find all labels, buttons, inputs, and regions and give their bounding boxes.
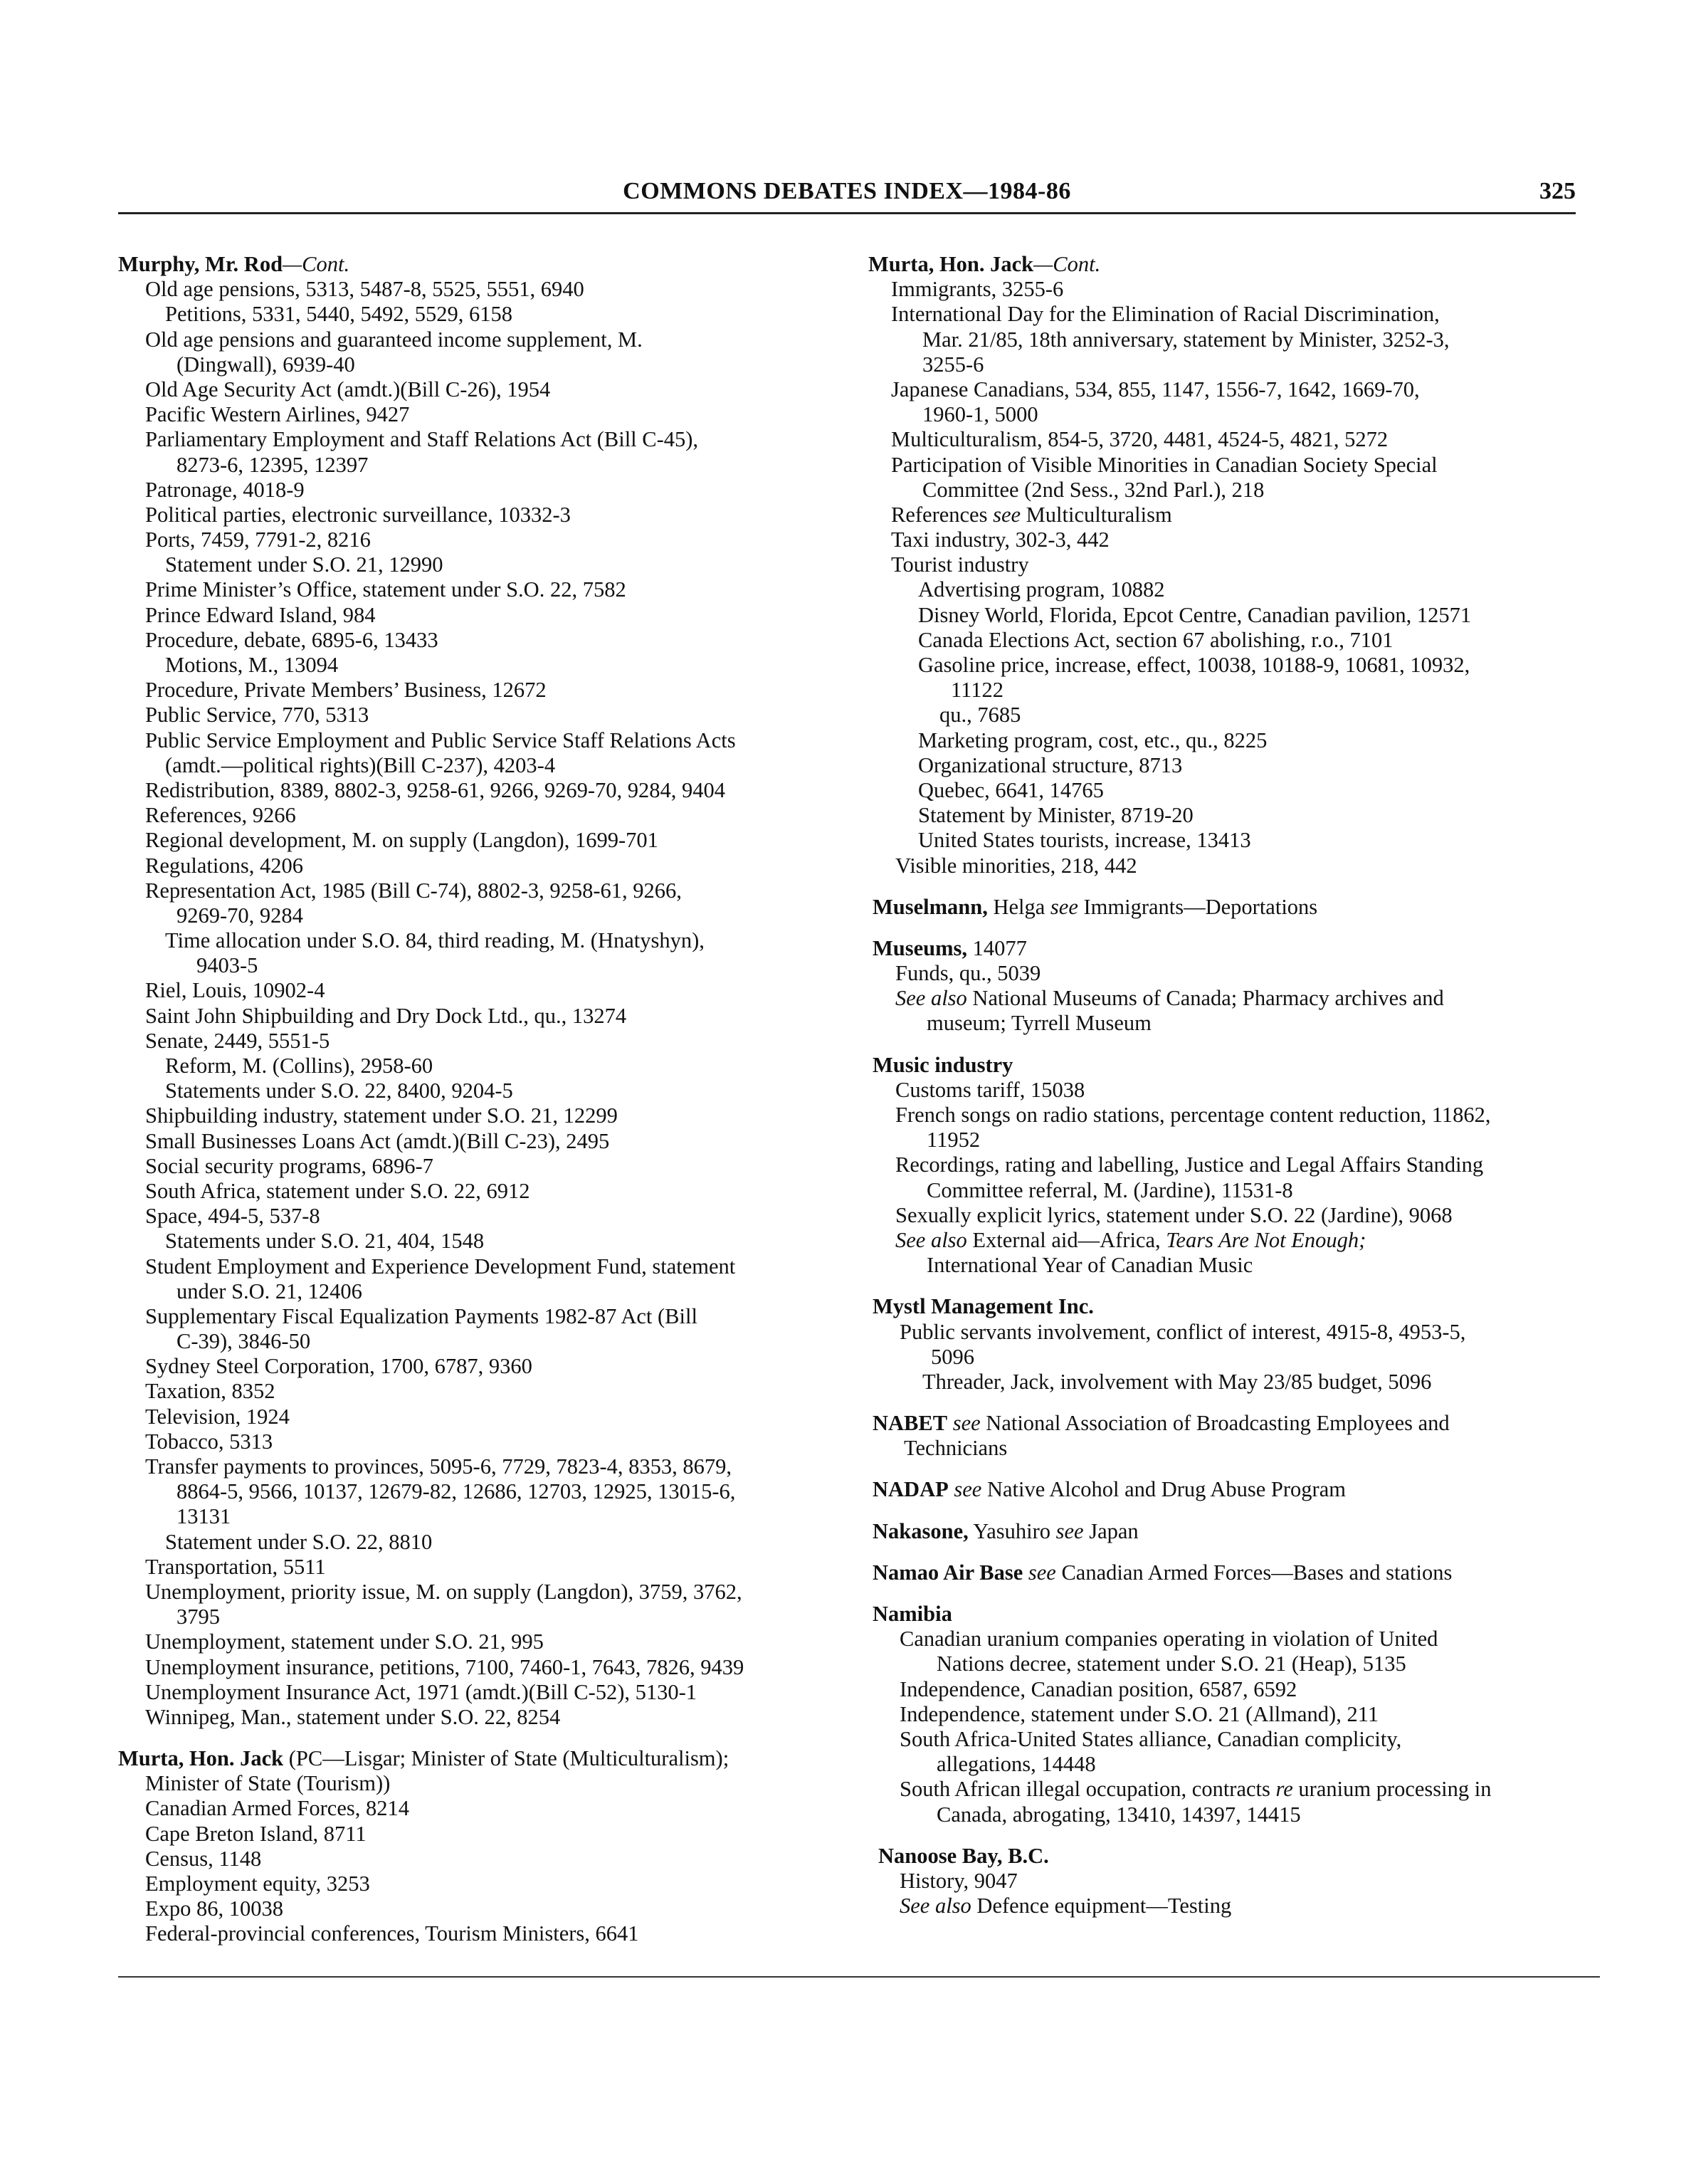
- entry-text: Unemployment, priority issue, M. on supply (Langdon), 3759, 3762,: [145, 1579, 742, 1604]
- entry-heading-text: Muselmann,: [873, 894, 988, 919]
- index-subentry: [868, 1103, 1601, 1128]
- index-subentry: [868, 1727, 1601, 1752]
- index-subentry: [868, 1752, 1601, 1777]
- entry-text: Funds, qu., 5039: [895, 961, 1041, 986]
- index-heading: [868, 1294, 1601, 1319]
- entry-text: Participation of Visible Minorities in Canadian Society Special: [891, 452, 1438, 477]
- entry-text: Pacific Western Airlines, 9427: [145, 402, 410, 427]
- entry-text: Canada, abrogating, 13410, 14397, 14415: [937, 1802, 1301, 1827]
- index-subentry: [118, 1605, 844, 1629]
- entry-text: Statement by Minister, 8719-20: [918, 803, 1194, 828]
- entry-heading-text: Namibia: [873, 1602, 952, 1626]
- entry-text: Transportation, 5511: [145, 1554, 326, 1579]
- index-subentry: [118, 1771, 844, 1796]
- index-heading: [868, 1560, 1601, 1585]
- index-subentry: [118, 1847, 844, 1871]
- index-subentry: [868, 1128, 1601, 1153]
- index-subentry: [118, 1796, 844, 1821]
- entry-text: Supplementary Fiscal Equalization Payments 1982-87 Act (Bill: [145, 1303, 697, 1328]
- entry-text: (amdt.—political rights)(Bill C-237), 4203-4: [165, 752, 556, 777]
- entry-text: Unemployment insurance, petitions, 7100, 7460-1, 7643, 7826, 9439: [145, 1654, 744, 1679]
- index-subentry: [868, 1894, 1601, 1918]
- entry-text: 13131: [177, 1504, 231, 1529]
- entry-heading-text: Murphy, Mr. Rod: [118, 252, 283, 276]
- entry-text: see: [1028, 1560, 1056, 1585]
- index-subentry: [868, 653, 1601, 678]
- index-subentry: [868, 1228, 1601, 1253]
- index-heading: [868, 936, 1601, 961]
- entry-text: Statements under S.O. 22, 8400, 9204-5: [165, 1078, 513, 1103]
- index-subentry: [118, 1279, 844, 1304]
- entry-text: Motions, M., 13094: [165, 653, 339, 677]
- index-subentry: [868, 1178, 1601, 1203]
- index-subentry: [868, 603, 1601, 628]
- index-subentry: [118, 903, 844, 928]
- entry-text: See also: [895, 986, 967, 1011]
- index-subentry: [868, 478, 1601, 503]
- entry-text: Riel, Louis, 10902-4: [145, 978, 325, 1003]
- index-subentry: [118, 778, 844, 803]
- entry-text: National Museums of Canada; Pharmacy archives and: [966, 986, 1444, 1011]
- index-subentry: [118, 803, 844, 828]
- entry-text: Canadian Armed Forces, 8214: [145, 1796, 410, 1821]
- entry-text: Gasoline price, increase, effect, 10038, 10188-9, 10681, 10932,: [918, 653, 1470, 677]
- index-subentry: [118, 1705, 844, 1730]
- index-subentry: [868, 1011, 1601, 1036]
- entry-text: Native Alcohol and Drug Abuse Program: [981, 1477, 1346, 1502]
- index-subentry: [118, 978, 844, 1003]
- entry-text: Senate, 2449, 5551-5: [145, 1028, 330, 1053]
- index-subentry: [118, 753, 844, 778]
- entry-text: uranium processing in: [1292, 1777, 1492, 1802]
- entry-text: Advertising program, 10882: [918, 577, 1165, 602]
- index-subentry: [118, 1555, 844, 1580]
- index-subentry: [118, 653, 844, 678]
- entry-text: Multiculturalism, 854-5, 3720, 4481, 4524-5, 4821, 5272: [891, 427, 1389, 452]
- entry-text: Customs tariff, 15038: [895, 1077, 1085, 1102]
- entry-heading-text: Nakasone,: [873, 1518, 969, 1543]
- entry-text: Technicians: [904, 1436, 1008, 1461]
- index-subentry: [118, 1179, 844, 1204]
- entry-text: under S.O. 21, 12406: [177, 1279, 362, 1303]
- index-subentry: [118, 277, 844, 302]
- entry-text: Public servants involvement, conflict of interest, 4915-8, 4953-5,: [900, 1319, 1466, 1344]
- entry-text: Japanese Canadians, 534, 855, 1147, 1556-7, 1642, 1669-70,: [891, 377, 1420, 401]
- entry-text: Mar. 21/85, 18th anniversary, statement by Minister, 3252-3,: [922, 327, 1450, 352]
- index-subentry: [118, 928, 844, 953]
- entry-text: Parliamentary Employment and Staff Relations Act (Bill C-45),: [145, 427, 699, 452]
- index-subentry: [868, 352, 1601, 377]
- entry-heading-text: Museums,: [873, 935, 968, 960]
- index-subentry: [118, 402, 844, 427]
- index-subentry: [118, 1504, 844, 1529]
- entry-text: 8273-6, 12395, 12397: [177, 452, 369, 477]
- entry-text: (Dingwall), 6939-40: [177, 352, 355, 377]
- entry-heading-text: Nanoose Bay, B.C.: [878, 1843, 1049, 1868]
- index-heading: [868, 1844, 1601, 1869]
- entry-text: [1023, 1560, 1028, 1585]
- entry-text: (PC—Lisgar; Minister of State (Multiculturalism);: [288, 1746, 729, 1771]
- index-heading: [868, 1477, 1601, 1502]
- index-subentry: [118, 352, 844, 377]
- entry-text: see: [952, 1411, 981, 1436]
- entry-text: Immigrants, 3255-6: [891, 277, 1064, 302]
- entry-text: Winnipeg, Man., statement under S.O. 22, 8254: [145, 1704, 561, 1729]
- entry-text: see: [1055, 1518, 1084, 1543]
- index-subentry: [118, 1354, 844, 1379]
- entry-text: 8864-5, 9566, 10137, 12679-82, 12686, 12703, 12925, 13015-6,: [177, 1479, 736, 1504]
- entry-text: qu., 7685: [939, 703, 1021, 728]
- index-subentry: [118, 1479, 844, 1504]
- entry-text: Recordings, rating and labelling, Justice and Legal Affairs Standing: [895, 1153, 1484, 1177]
- index-subentry: [118, 1680, 844, 1705]
- index-subentry: [118, 453, 844, 478]
- entry-text: References: [891, 502, 994, 527]
- index-heading: [868, 1602, 1601, 1627]
- index-subentry: [868, 1203, 1601, 1228]
- index-subentry: [118, 1103, 844, 1128]
- entry-text: 9269-70, 9284: [177, 903, 303, 928]
- index-subentry: [118, 1429, 844, 1454]
- index-subentry: [868, 327, 1601, 352]
- entry-text: Sexually explicit lyrics, statement under S.O. 22 (Jardine), 9068: [895, 1202, 1453, 1227]
- index-subentry: [118, 552, 844, 577]
- entry-text: Canada Elections Act, section 67 abolishing, r.o., 7101: [918, 627, 1394, 652]
- index-heading: [118, 252, 844, 277]
- index-subentry: [868, 1370, 1601, 1395]
- index-subentry: [868, 1627, 1601, 1652]
- index-subentry: [118, 1822, 844, 1847]
- entry-text: [947, 1411, 953, 1435]
- index-subentry: [868, 1652, 1601, 1676]
- entry-text: Independence, Canadian position, 6587, 6592: [900, 1676, 1297, 1701]
- entry-text: History, 9047: [900, 1868, 1018, 1893]
- entry-text: Television, 1924: [145, 1404, 290, 1429]
- entry-text: Unemployment Insurance Act, 1971 (amdt.)(Bill C-52), 5130-1: [145, 1679, 697, 1704]
- index-subentry: [868, 527, 1601, 552]
- index-heading: [868, 895, 1601, 920]
- entry-text: Space, 494-5, 537-8: [145, 1204, 320, 1229]
- index-column-left: [118, 252, 844, 1947]
- index-subentry: [118, 1154, 844, 1179]
- entry-text: 5096: [931, 1344, 974, 1369]
- entry-text: References, 9266: [145, 803, 296, 828]
- index-subentry: [868, 1153, 1601, 1177]
- index-subentry: [118, 503, 844, 527]
- index-subentry: [118, 478, 844, 503]
- entry-text: Shipbuilding industry, statement under S.O. 21, 12299: [145, 1103, 618, 1128]
- index-subentry: [868, 552, 1601, 577]
- index-subentry: [118, 377, 844, 402]
- entry-text: See also: [895, 1227, 967, 1252]
- entry-text: Statement under S.O. 21, 12990: [165, 552, 443, 577]
- index-subentry: [868, 1777, 1601, 1802]
- index-subentry: [118, 1229, 844, 1254]
- entry-text: —Cont.: [283, 252, 350, 276]
- index-subentry: [118, 327, 844, 352]
- entry-heading-text: NABET: [873, 1411, 948, 1436]
- entry-heading-text: Music industry: [873, 1052, 1013, 1077]
- entry-text: External aid—Africa,: [966, 1227, 1166, 1252]
- running-header: [118, 175, 1576, 214]
- entry-text: South African illegal occupation, contracts: [900, 1777, 1276, 1802]
- entry-text: Procedure, Private Members’ Business, 12672: [145, 678, 547, 703]
- index-subentry: [868, 803, 1601, 828]
- entry-text: Yasuhiro: [968, 1518, 1056, 1543]
- index-subentry: [118, 1078, 844, 1103]
- index-subentry: [118, 1054, 844, 1078]
- index-subentry: [868, 778, 1601, 803]
- index-subentry: [118, 1379, 844, 1404]
- index-subentry: [868, 427, 1601, 452]
- entry-text: allegations, 14448: [937, 1752, 1096, 1777]
- entry-text: Statement under S.O. 22, 8810: [165, 1529, 433, 1554]
- entry-text: Political parties, electronic surveillance, 10332-3: [145, 502, 571, 527]
- index-subentry: [118, 1204, 844, 1229]
- entry-text: Statements under S.O. 21, 404, 1548: [165, 1229, 485, 1254]
- entry-text: re: [1275, 1777, 1293, 1802]
- entry-text: 1960-1, 5000: [922, 402, 1038, 427]
- index-column-right: [868, 252, 1601, 1918]
- index-subentry: [868, 302, 1601, 327]
- entry-text: 3795: [177, 1605, 220, 1629]
- index-subentry: [868, 728, 1601, 753]
- entry-text: 11122: [951, 678, 1003, 703]
- index-subentry: [868, 1253, 1601, 1278]
- entry-text: Expo 86, 10038: [145, 1896, 284, 1921]
- entry-text: Public Service, 770, 5313: [145, 703, 369, 728]
- index-subentry: [118, 1580, 844, 1605]
- entry-text: Petitions, 5331, 5440, 5492, 5529, 6158: [165, 302, 513, 327]
- index-subentry: [118, 1304, 844, 1329]
- index-heading: [868, 1053, 1601, 1078]
- entry-text: Unemployment, statement under S.O. 21, 995: [145, 1629, 544, 1654]
- index-subentry: [868, 628, 1601, 653]
- index-subentry: [868, 1345, 1601, 1370]
- index-subentry: [118, 854, 844, 878]
- index-subentry: [868, 1869, 1601, 1894]
- entry-text: Social security programs, 6896-7: [145, 1153, 433, 1178]
- entry-text: Small Businesses Loans Act (amdt.)(Bill C-23), 2495: [145, 1128, 610, 1153]
- index-heading: [868, 1411, 1601, 1436]
- entry-text: Independence, statement under S.O. 21 (Allmand), 211: [900, 1701, 1379, 1726]
- index-subentry: [118, 1896, 844, 1921]
- entry-text: Committee (2nd Sess., 32nd Parl.), 218: [922, 477, 1265, 502]
- entry-text: Redistribution, 8389, 8802-3, 9258-61, 9266, 9269-70, 9284, 9404: [145, 777, 725, 802]
- entry-text: Representation Act, 1985 (Bill C-74), 8802-3, 9258-61, 9266,: [145, 878, 682, 903]
- entry-text: Time allocation under S.O. 84, third reading, M. (Hnatyshyn),: [165, 928, 705, 953]
- entry-text: Employment equity, 3253: [145, 1871, 370, 1896]
- entry-text: Tears Are Not Enough;: [1166, 1227, 1366, 1252]
- entry-text: South Africa, statement under S.O. 22, 6912: [145, 1178, 530, 1203]
- entry-heading-text: Murta, Hon. Jack: [118, 1746, 284, 1771]
- entry-text: Minister of State (Tourism)): [145, 1771, 391, 1796]
- index-subentry: [118, 1129, 844, 1154]
- entry-text: Transfer payments to provinces, 5095-6, 7729, 7823-4, 8353, 8679,: [145, 1454, 732, 1479]
- entry-text: Taxi industry, 302-3, 442: [891, 527, 1110, 552]
- entry-text: Regional development, M. on supply (Langdon), 1699-701: [145, 828, 658, 853]
- entry-text: Organizational structure, 8713: [918, 752, 1183, 777]
- entry-text: National Association of Broadcasting Employees and: [980, 1411, 1450, 1436]
- entry-text: Cape Breton Island, 8711: [145, 1821, 367, 1846]
- entry-text: Disney World, Florida, Epcot Centre, Canadian pavilion, 12571: [918, 602, 1472, 627]
- index-subentry: [118, 577, 844, 602]
- entry-text: see: [1050, 894, 1078, 919]
- entry-text: —Cont.: [1033, 252, 1101, 276]
- entry-text: Old age pensions and guaranteed income supplement, M.: [145, 327, 643, 352]
- entry-text: see: [954, 1477, 982, 1502]
- entry-text: Procedure, debate, 6895-6, 13433: [145, 627, 438, 652]
- entry-text: Saint John Shipbuilding and Dry Dock Ltd., qu., 13274: [145, 1003, 627, 1028]
- index-heading: [118, 1746, 844, 1771]
- entry-text: Marketing program, cost, etc., qu., 8225: [918, 728, 1268, 752]
- index-subentry: [118, 678, 844, 703]
- entry-text: Prime Minister’s Office, statement under S.O. 22, 7582: [145, 577, 626, 602]
- index-subentry: [118, 628, 844, 653]
- index-subentry: [868, 277, 1601, 302]
- entry-text: Prince Edward Island, 984: [145, 602, 376, 627]
- entry-text: see: [993, 502, 1021, 527]
- index-subentry: [868, 961, 1601, 986]
- page-title: COMMONS DEBATES INDEX—1984-86: [623, 178, 1071, 204]
- index-subentry: [868, 1802, 1601, 1827]
- entry-text: Old age pensions, 5313, 5487-8, 5525, 5551, 6940: [145, 277, 584, 302]
- index-subentry: [118, 878, 844, 903]
- entry-text: Helga: [987, 894, 1050, 919]
- index-subentry: [868, 1078, 1601, 1103]
- entry-text: 3255-6: [922, 352, 984, 377]
- page-number: 325: [1539, 178, 1576, 204]
- index-subentry: [868, 377, 1601, 402]
- index-subentry: [868, 402, 1601, 427]
- entry-heading-text: Mystl Management Inc.: [873, 1294, 1094, 1319]
- index-heading: [868, 1519, 1601, 1544]
- entry-text: museum; Tyrrell Museum: [927, 1011, 1152, 1036]
- entry-text: Student Employment and Experience Development Fund, statement: [145, 1254, 736, 1279]
- entry-text: Canadian Armed Forces—Bases and stations: [1055, 1560, 1453, 1585]
- index-subentry: [868, 1436, 1601, 1461]
- entry-text: 11952: [927, 1128, 981, 1153]
- index-subentry: [118, 1254, 844, 1279]
- index-subentry: [868, 503, 1601, 527]
- index-subentry: [868, 703, 1601, 728]
- index-subentry: [118, 603, 844, 628]
- index-subentry: [118, 1921, 844, 1946]
- index-subentry: [118, 728, 844, 753]
- index-subentry: [118, 427, 844, 452]
- index-subentry: [118, 703, 844, 728]
- entry-text: Reform, M. (Collins), 2958-60: [165, 1054, 433, 1078]
- index-subentry: [118, 1655, 844, 1680]
- entry-text: French songs on radio stations, percentage content reduction, 11862,: [895, 1103, 1491, 1127]
- entry-text: Ports, 7459, 7791-2, 8216: [145, 527, 371, 552]
- entry-text: Taxation, 8352: [145, 1379, 275, 1404]
- index-subentry: [868, 1677, 1601, 1702]
- index-subentry: [868, 753, 1601, 778]
- index-subentry: [118, 1029, 844, 1054]
- entry-text: Sydney Steel Corporation, 1700, 6787, 9360: [145, 1354, 532, 1379]
- entry-heading-text: Murta, Hon. Jack: [868, 252, 1034, 276]
- entry-text: Quebec, 6641, 14765: [918, 777, 1104, 802]
- index-subentry: [868, 1320, 1601, 1345]
- index-subentry: [118, 1004, 844, 1029]
- entry-text: Tourist industry: [891, 552, 1029, 577]
- entry-text: United States tourists, increase, 13413: [918, 828, 1251, 853]
- entry-heading-text: NADAP: [873, 1477, 949, 1502]
- index-subentry: [118, 1530, 844, 1555]
- index-subentry: [868, 678, 1601, 703]
- entry-text: 14077: [967, 935, 1027, 960]
- entry-text: Committee referral, M. (Jardine), 11531-8: [927, 1177, 1293, 1202]
- entry-text: International Day for the Elimination of Racial Discrimination,: [891, 302, 1440, 327]
- entry-text: Census, 1148: [145, 1846, 262, 1871]
- entry-text: Old Age Security Act (amdt.)(Bill C-26), 1954: [145, 377, 551, 401]
- entry-text: Threader, Jack, involvement with May 23/85 budget, 5096: [922, 1369, 1432, 1394]
- entry-heading-text: Namao Air Base: [873, 1560, 1023, 1585]
- entry-text: Canadian uranium companies operating in violation of United: [900, 1627, 1438, 1652]
- entry-text: Japan: [1083, 1518, 1139, 1543]
- entry-text: Immigrants—Deportations: [1078, 894, 1318, 919]
- entry-text: C-39), 3846-50: [177, 1329, 311, 1354]
- index-subentry: [118, 1629, 844, 1654]
- index-subentry: [868, 577, 1601, 602]
- index-subentry: [118, 1871, 844, 1896]
- index-subentry: [868, 854, 1601, 878]
- entry-text: Public Service Employment and Public Service Staff Relations Acts: [145, 728, 736, 752]
- entry-text: Visible minorities, 218, 442: [895, 853, 1137, 878]
- index-subentry: [118, 1329, 844, 1354]
- index-heading: [868, 252, 1601, 277]
- index-subentry: [868, 828, 1601, 853]
- entry-text: Federal-provincial conferences, Tourism Ministers, 6641: [145, 1921, 639, 1946]
- index-subentry: [118, 828, 844, 853]
- entry-text: Nations decree, statement under S.O. 21 (Heap), 5135: [937, 1652, 1406, 1676]
- index-subentry: [118, 1405, 844, 1429]
- index-subentry: [118, 302, 844, 327]
- entry-text: Tobacco, 5313: [145, 1429, 273, 1454]
- index-subentry: [868, 1702, 1601, 1727]
- entry-text: Patronage, 4018-9: [145, 477, 305, 502]
- entry-text: Multiculturalism: [1021, 502, 1172, 527]
- index-subentry: [118, 527, 844, 552]
- index-subentry: [118, 1454, 844, 1479]
- index-subentry: [868, 986, 1601, 1011]
- entry-text: 9403-5: [196, 953, 258, 978]
- entry-text: Defence equipment—Testing: [971, 1894, 1232, 1918]
- entry-text: South Africa-United States alliance, Canadian complicity,: [900, 1726, 1402, 1751]
- index-subentry: [868, 453, 1601, 478]
- entry-text: International Year of Canadian Music: [927, 1253, 1253, 1278]
- entry-text: See also: [900, 1894, 971, 1918]
- index-subentry: [118, 953, 844, 978]
- entry-text: Regulations, 4206: [145, 853, 303, 878]
- bottom-rule: [118, 1976, 1600, 1978]
